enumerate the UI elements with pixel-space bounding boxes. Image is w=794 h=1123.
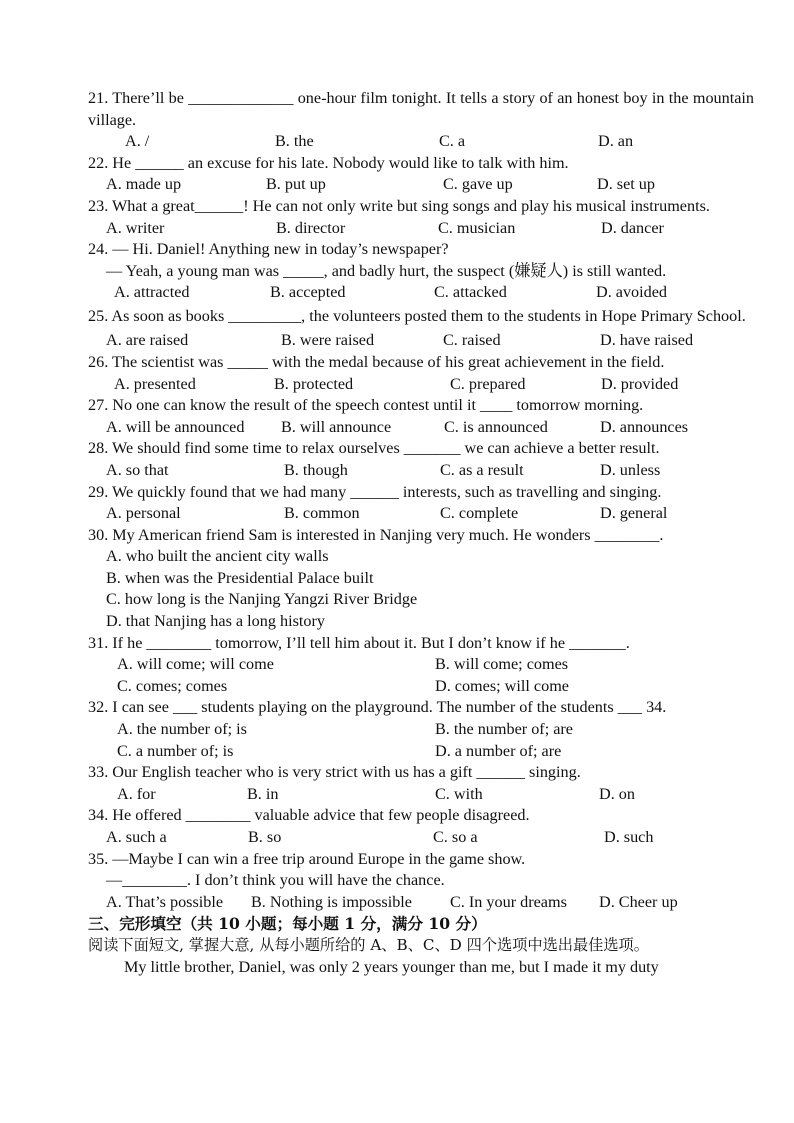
question-28: 28. We should find some time to relax ourselves _______ we can achieve a better result. [88,439,660,458]
option-d: D. comes; will come [435,676,569,695]
option-d: D. a number of; are [435,741,562,760]
option-a: A. writer [106,218,165,237]
options-33 [88,784,754,806]
question-31: 31. If he ________ tomorrow, I’ll tell him about it. But I don’t know if he _______. [88,633,630,652]
question-22: 22. He ______ an excuse for his late. Nobody would like to talk with him. [88,153,569,172]
option-c: C. raised [443,330,501,349]
section-instruction: 阅读下面短文, 掌握大意, 从每小题所给的 A、B、C、D 四个选项中选出最佳选项。 [88,935,649,954]
option-d: D. have raised [600,330,694,349]
question-24: 24. — Hi. Daniel! Anything new in today’s newspaper? [88,240,449,259]
option-d: D. Cheer up [599,892,678,911]
question-32: 32. I can see ___ students playing on the playground. The number of the students ___ 34. [88,698,667,717]
options-32-row1 [88,719,754,741]
option-c: C. so a [433,828,478,846]
option-d: D. provided [601,374,679,393]
option-a: A. so that [106,460,169,479]
option-b: B. put up [266,175,326,194]
options-21 [88,131,754,153]
option-a: A. will come; will come [117,655,274,674]
question-24-reply: — Yeah, a young man was _____, and badly hurt, the suspect (嫌疑人) is still wanted. [106,261,667,280]
option-d: D. unless [600,460,661,479]
option-c: C. complete [440,504,519,523]
question-25: 25. As soon as books _________, the volunteers posted them to the students in Hope Primary School. [88,306,746,325]
option-a: A. made up [106,175,182,194]
option-d: D. avoided [596,283,668,302]
option-c: C. a [439,132,466,151]
option-a: A. are raised [106,330,189,349]
option-d: D. dancer [601,218,664,237]
options-34 [88,827,754,849]
option-b: B. in [247,784,279,803]
question-35-reply: —________. I don’t think you will have the chance. [106,871,445,890]
question-33: 33. Our English teacher who is very strict with us has a gift ______ singing. [88,763,581,782]
options-31-row1 [88,654,754,676]
option-c: C. is announced [444,417,548,436]
option-c: C. prepared [450,374,526,393]
option-c: C. a number of; is [117,741,234,760]
option-b: B. when was the Presidential Palace built [106,568,374,587]
passage-text: My little brother, Daniel, was only 2 years younger than me, but I made it my duty [124,957,659,976]
option-b: B. Nothing is impossible [251,892,412,911]
option-a: A. the number of; is [117,720,247,739]
option-c: C. with [435,784,483,803]
option-d: D. set up [597,175,655,194]
option-b: B. so [248,828,282,846]
options-32-row2 [88,741,754,763]
option-a: A. That’s possible [106,892,224,911]
options-25 [88,328,754,352]
option-a: A. will be announced [106,417,245,436]
options-29 [88,503,754,525]
options-35 [88,892,754,914]
option-a: A. presented [114,374,196,393]
option-b: B. the number of; are [435,720,573,739]
question-23: 23. What a great______! He can not only write but sing songs and play his musical instruments. [88,196,710,215]
question-26: 26. The scientist was _____ with the medal because of his great achievement in the field. [88,352,665,371]
options-26 [88,374,754,396]
question-34: 34. He offered ________ valuable advice that few people disagreed. [88,806,530,825]
option-c: C. In your dreams [450,892,567,911]
options-28 [88,460,754,482]
options-31-row2 [88,676,754,698]
option-c: C. how long is the Nanjing Yangzi River Bridge [106,590,418,609]
option-d: D. an [598,132,634,151]
exam-page [88,88,754,978]
option-b: B. will come; comes [435,655,569,674]
question-21: 21. There’ll be _____________ one-hour film tonight. It tells a story of an honest boy in the mountain village. [88,89,754,129]
option-c: C. gave up [443,175,513,194]
option-a: A. attracted [114,283,190,302]
question-30: 30. My American friend Sam is interested in Nanjing very much. He wonders ________. [88,525,664,544]
option-a: A. personal [106,504,181,523]
option-d: D. on [599,784,635,803]
option-b: B. common [284,504,360,523]
option-b: B. the [275,132,314,151]
option-a: A. / [125,132,150,151]
option-b: B. accepted [270,283,346,302]
option-c: C. attacked [434,283,507,302]
question-35: 35. —Maybe I can win a free trip around Europe in the game show. [88,849,526,868]
question-27: 27. No one can know the result of the speech contest until it ____ tomorrow morning. [88,396,644,415]
option-c: C. comes; comes [117,676,228,695]
option-d: D. such [604,828,654,846]
option-d: D. general [600,504,668,523]
option-c: C. musician [438,218,516,237]
option-a: A. for [117,784,156,803]
options-23 [88,218,754,240]
option-b: B. director [276,218,346,237]
option-d: D. that Nanjing has a long history [106,612,325,631]
option-b: B. protected [274,374,354,393]
option-b: B. will announce [281,417,392,436]
options-27 [88,417,754,439]
option-c: C. as a result [440,460,524,479]
option-b: B. though [284,460,348,479]
options-24 [88,282,754,304]
question-29: 29. We quickly found that we had many ______ interests, such as travelling and singing. [88,482,662,501]
option-a: A. who built the ancient city walls [106,547,329,566]
option-a: A. such a [106,828,167,846]
option-b: B. were raised [281,330,375,349]
section-heading: 三、完形填空（共 10 小题；每小题 1 分，满分 10 分） [88,914,487,934]
option-d: D. announces [600,417,689,436]
options-22 [88,174,754,196]
